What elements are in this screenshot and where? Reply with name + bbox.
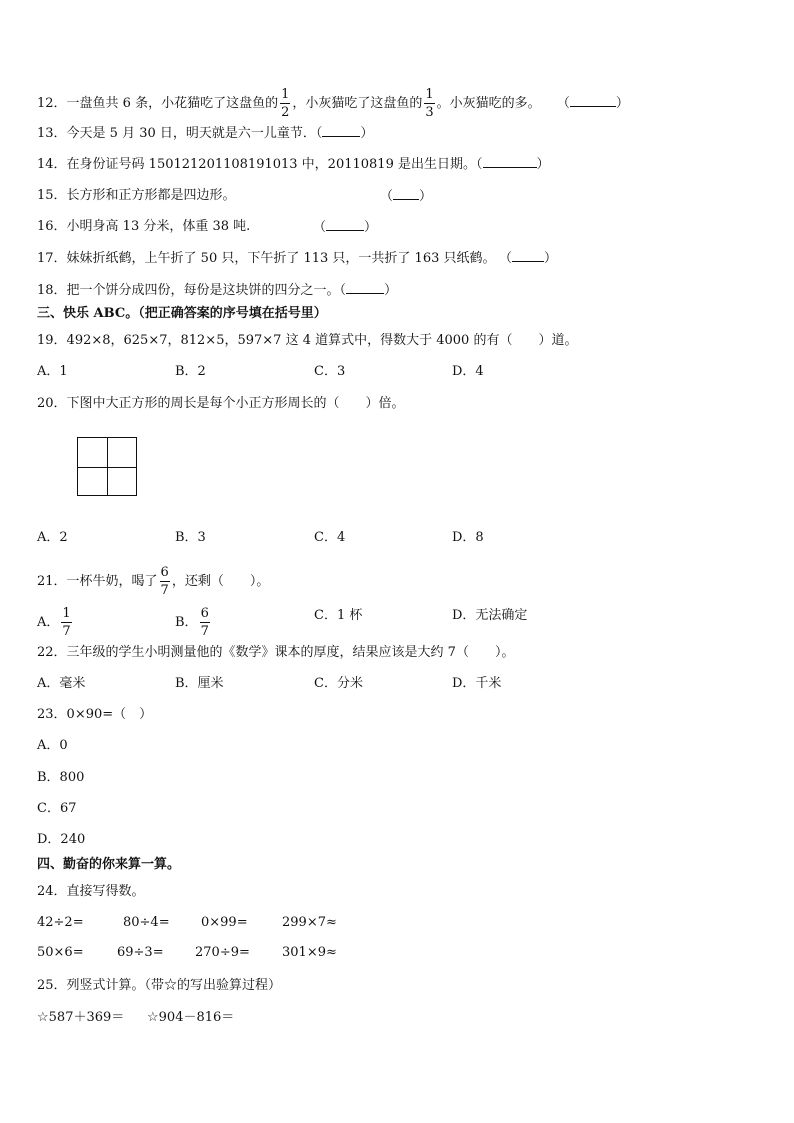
q23-option-d[interactable]: D．240 xyxy=(37,832,86,847)
question-12 xyxy=(37,88,629,119)
q15-text: 15．长方形和正方形都是四边形。 xyxy=(37,188,236,203)
question-15 xyxy=(37,187,433,205)
q20-option-c[interactable]: C．4 xyxy=(314,530,346,545)
question-17 xyxy=(37,249,557,268)
q12-text-b: ，小灰猫吃了这盘鱼的 xyxy=(292,96,423,111)
q16-text: 16．小明身高 13 分米，体重 38 吨. xyxy=(37,219,251,234)
question-19: 19．492×8，625×7，812×5，597×7 这 4 道算式中，得数大于 4000 的有（ ）道。 xyxy=(37,333,578,348)
q14-text: 14．在身份证号码 150121201108191013 中，20110819 是出生日期。 xyxy=(37,157,476,172)
calc-item: 69÷3= xyxy=(117,945,164,960)
question-13 xyxy=(37,124,373,143)
q22-option-b[interactable]: B．厘米 xyxy=(175,676,224,691)
fraction-one-half: $\frac{1}{2}$ xyxy=(281,87,290,120)
q21-option-d[interactable]: D．无法确定 xyxy=(452,608,528,623)
q15-answer-paren[interactable]: （ ） xyxy=(380,189,433,204)
q17-answer-paren[interactable]: （ ） xyxy=(505,251,558,266)
calc-item: 42÷2= xyxy=(37,915,84,930)
question-24: 24．直接写得数。 xyxy=(37,884,145,899)
question-18 xyxy=(37,281,397,300)
q21-option-b[interactable]: B． $\frac{6}{7}$ xyxy=(175,606,209,639)
calc-item: 80÷4= xyxy=(123,915,170,930)
q21-option-a[interactable]: A． $\frac{1}{7}$ xyxy=(37,606,71,639)
question-21 xyxy=(37,566,269,597)
q18-text: 18．把一个饼分成四份，每份是这块饼的四分之一。 xyxy=(37,283,340,298)
q23-option-a[interactable]: A．0 xyxy=(37,738,68,753)
section-4-heading: 四、勤奋的你来算一算。 xyxy=(37,857,181,872)
q20-option-d[interactable]: D．8 xyxy=(452,530,484,545)
q12-answer-paren[interactable]: （ ） xyxy=(556,96,629,111)
q16-answer-paren[interactable]: （ ） xyxy=(313,220,378,235)
fraction-six-sevenths-option: $\frac{6}{7}$ xyxy=(200,606,209,639)
calc-item: 301×9≈ xyxy=(282,945,337,960)
calc-item: 299×7≈ xyxy=(282,915,337,930)
q20-option-a[interactable]: A．2 xyxy=(37,530,68,545)
q22-option-d[interactable]: D．千米 xyxy=(452,676,502,691)
q23-option-b[interactable]: B．800 xyxy=(37,770,85,785)
q13-answer-paren[interactable]: （ ） xyxy=(315,126,374,141)
q23-option-c[interactable]: C．67 xyxy=(37,801,77,816)
q19-option-d[interactable]: D．4 xyxy=(452,364,484,379)
q21-text-a: 21．一杯牛奶，喝了 xyxy=(37,574,158,589)
q12-text-c: 。小灰猫吃的多。 xyxy=(436,96,541,111)
fraction-six-sevenths: $\frac{6}{7}$ xyxy=(160,565,169,598)
q20-option-b[interactable]: B．3 xyxy=(175,530,206,545)
question-14 xyxy=(37,155,550,174)
q21-option-c[interactable]: C．1 杯 xyxy=(314,608,363,623)
question-22: 22．三年级的学生小明测量他的《数学》课本的厚度，结果应该是大约 7（ ）。 xyxy=(37,645,515,660)
vertical-calc-item: ☆904－816＝ xyxy=(147,1010,235,1025)
q13-text: 13．今天是 5 月 30 日，明天就是六一儿童节． xyxy=(37,126,316,141)
question-20: 20．下图中大正方形的周长是每个小正方形周长的（ ）倍。 xyxy=(37,396,405,411)
q22-option-a[interactable]: A．毫米 xyxy=(37,676,86,691)
question-16 xyxy=(37,218,378,236)
q17-text: 17．妹妹折纸鹤，上午折了 50 只，下午折了 113 只，一共折了 163 只纸鹤。 xyxy=(37,251,496,266)
q19-option-b[interactable]: B．2 xyxy=(175,364,206,379)
calc-item: 270÷9= xyxy=(195,945,250,960)
vertical-calc-item: ☆587＋369＝ xyxy=(37,1010,125,1025)
question-25: 25．列竖式计算。（带☆的写出验算过程） xyxy=(37,978,282,993)
four-square-grid-figure xyxy=(77,437,137,496)
question-23: 23．0×90=（ ） xyxy=(37,707,153,722)
calc-item: 50×6= xyxy=(37,945,84,960)
q14-answer-paren[interactable]: （ ） xyxy=(476,157,550,172)
fraction-one-seventh: $\frac{1}{7}$ xyxy=(62,606,71,639)
q22-option-c[interactable]: C．分米 xyxy=(314,676,363,691)
fraction-one-third: $\frac{1}{3}$ xyxy=(425,87,434,120)
q19-option-a[interactable]: A．1 xyxy=(37,364,68,379)
q18-answer-paren[interactable]: （ ） xyxy=(339,283,398,298)
section-3-heading: 三、快乐 ABC。（把正确答案的序号填在括号里） xyxy=(37,306,327,321)
q12-text-a: 12．一盘鱼共 6 条，小花猫吃了这盘鱼的 xyxy=(37,96,279,111)
calc-item: 0×99= xyxy=(201,915,248,930)
q21-text-b: ，还剩（ ）。 xyxy=(171,574,270,589)
q19-option-c[interactable]: C．3 xyxy=(314,364,346,379)
